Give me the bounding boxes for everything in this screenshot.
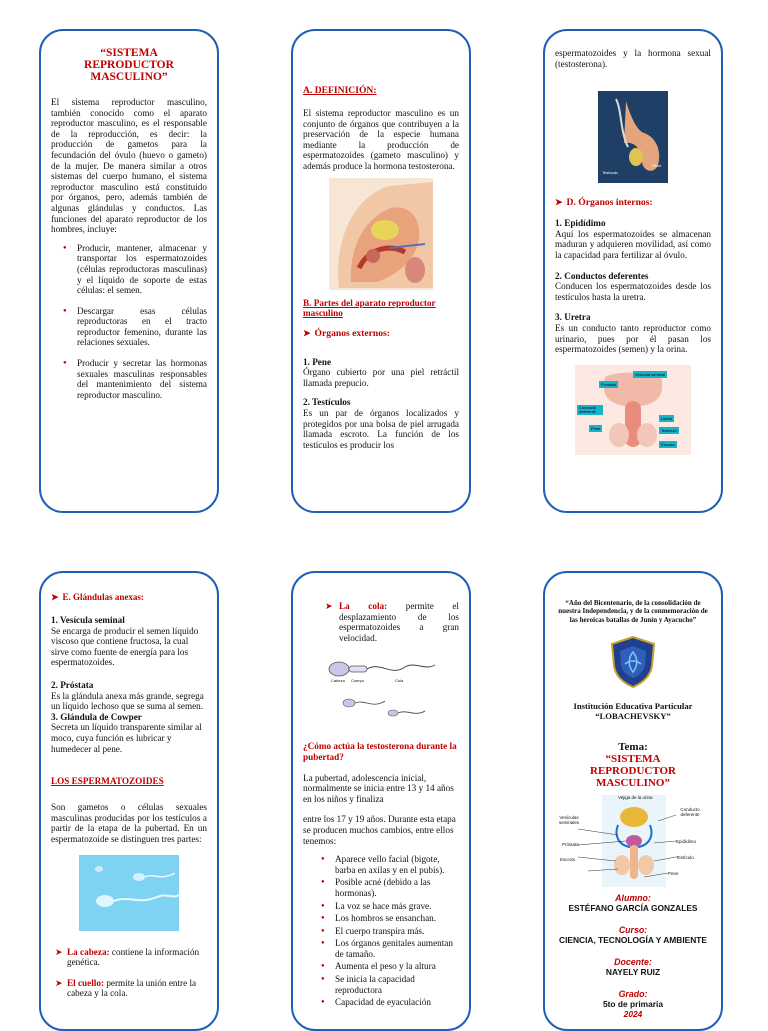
grado-label: Grado: [618,988,648,999]
list-item: ● La voz se hace más grave. [335,901,459,912]
curso-value: CIENCIA, TECNOLOGÍA Y AMBIENTE [559,934,707,945]
diagram-label: Cola [395,678,404,684]
sperm-heading: LOS ESPERMATOZOIDES [51,776,164,787]
definition-heading: A. DEFINICIÓN: [303,85,377,96]
diagram-label: Escroto [661,441,675,447]
list-item: ● Aparece vello facial (bigote, barba en axilas y en el pubis). [335,854,459,875]
cowper-text: Secreta un líquido transparente similar al moco, cuya función es lubricar y humedecer al pene. [51,722,202,754]
arrow-icon: ➤ [325,601,333,611]
external-organs-heading: ➤ Órganos externos: [303,327,390,339]
puberty-text-1: La pubertad, adolescencia inicial, normalmente se inicia entre 13 y 14 años en los niños y finaliza [303,772,454,804]
panel-internal-organs [543,29,723,513]
diagram-label: Epidídimo [676,838,697,844]
panel-title: “SISTEMA REPRODUCTOR MASCULINO” [84,47,174,83]
testicle-image [598,91,668,183]
image-label: Pene [652,163,662,169]
cabeza-item: ➤ La cabeza: contiene la información genética. [55,946,200,968]
diagram-label: Pene [591,425,601,431]
list-item: ● Posible acné (debido a las hormonas). [335,877,459,898]
list-item: ● Aumenta el peso y la altura [335,961,459,972]
conductos-text: Conducen los espermatozoides desde los testículos hasta la uretra. [555,281,711,302]
list-item: ● Producir, mantener, almacenar y transportar los espermatozoides (células reproductoras masculinas) y el líquido de soporte de estas células: el semen. [77,243,207,296]
school-logo [610,636,656,688]
diagram-label: Conducto deferente [577,405,603,415]
sperm-diagram [325,655,437,725]
curso-label: Curso: [618,924,648,935]
panel-puberty [291,571,471,1031]
diagram-label: Vejiga de la orina [618,794,653,800]
diagram-label: Testículo [676,854,694,860]
sperm-cells-image [79,855,179,931]
diagram-label: Próstata [601,381,616,387]
docente-value: NAYELY RUIZ [605,966,661,977]
arrow-icon: ➤ [55,946,63,957]
image-label: Testículo [602,170,618,176]
pene-text: Órgano cubierto por una piel retráctil llamada prepucio. [303,367,459,388]
list-item: ● Descargar esas células reproductoras en el tracto reproductor femenino, durante las relaciones sexuales. [77,306,207,348]
school-name-line1: Institución Educativa Particular [573,701,693,712]
panel-glands [39,571,219,1031]
internal-organs-heading: ➤ D. Órganos internos: [555,197,653,209]
cuello-item: ➤ El cuello: permite la unión entre la cabeza y la cola. [55,977,197,999]
diagram-label: Conducto deferente [680,806,700,817]
arrow-icon: ➤ [303,327,311,338]
year: 2024 [623,1008,643,1019]
functions-list [51,243,207,401]
cola-item: ➤ La cola: permite el desplazamiento de los espermatozoides a gran velocidad. [325,601,459,643]
testiculos-text: Es un par de órganos localizados y protegidos por una bolsa de piel arrugada llamada escroto. La función de los testículos es producir los [303,407,459,450]
vesicula-title: 1. Vesícula seminal [51,615,125,625]
arrow-icon: ➤ [555,197,563,208]
parts-heading: B. Partes del aparato reproductor masculino [303,297,436,318]
sperm-text: Son gametos o células sexuales masculinas producidas por los testículos a partir de la etapa de la pubertad. En un espermatozoide se distinguen tres partes: [51,802,207,844]
diagram-label: Vesículas seminales [558,814,580,825]
diagram-label: Pene [668,870,679,876]
list-item: ● Los órganos genitales aumentan de tamaño. [335,938,459,959]
conductos-title: 2. Conductos deferentes [555,270,649,281]
list-item: ● Se inicia la capacidad reproductora [335,974,459,995]
panel-intro [39,29,219,513]
glands-heading: ➤ E. Glándulas anexas: [51,592,144,602]
pene-title: 1. Pene [303,356,332,367]
continued-text: espermatozoides y la hormona sexual (testosterona). [555,48,711,69]
prostata-text: Es la glándula anexa más grande, segrega un líquido lechoso que se suma al semen. [51,690,204,712]
panel-definition [291,29,471,513]
panel-cover [543,571,723,1031]
definition-text: El sistema reproductor masculino es un conjunto de órganos que contribuyen a la preservación de la especie humana mediante la producción de espermatozoides (gameto masculino) y además produce la hormona testosterona. [303,108,459,171]
testosterone-question: ¿Cómo actúa la testosterona durante la pubertad? [303,741,457,762]
uretra-title: 3. Uretra [555,312,591,323]
intro-paragraph: El sistema reproductor masculino, también conocido como el aparato reproductor masculino, es el responsable de la reproducción, es decir: la producción de gametos para la fecundación del óvulo (huevo o gameto) de la mujer. De manera similar a otros sistemas del cuerpo humano, el sistema reproductor masculino está constituido por órganos, pero, además también de algunas glándulas y conductos. Las funciones del aparato reproductor de los hombres, incluye: [51,97,207,235]
school-name-line2: “LOBACHEVSKY” [595,711,671,722]
diagram-label: Cabeza [331,678,345,684]
cowper-title: 3. Glándula de Cowper [51,711,142,722]
vesicula-text: Se encarga de producir el semen líquido viscoso que contiene fructosa, la cual sirve como fuente de energía para los espermatozoides. [51,625,199,668]
diagram-label: Próstata [562,841,579,847]
cover-diagram [558,795,708,887]
docente-label: Docente: [614,956,652,967]
changes-list [303,854,459,1008]
year-motto: “Año del Bicentenario, de la consolidación de nuestra Independencia, y de la conmemoración de las heroicas batallas de Junín y Ayacucho” [558,599,708,624]
list-item: ● Los hombros se ensanchan. [335,913,459,924]
epididimo-title: 1. Epidídimo [555,218,606,229]
internal-organs-diagram [575,365,691,455]
list-item: ● Producir y secretar las hormonas sexuales masculinas responsables del mantenimiento del sistema reproductor masculino. [77,358,207,400]
tema-label: Tema: [618,740,648,753]
diagram-label: Escroto [560,856,576,862]
diagram-label: Uretra [661,415,673,421]
list-item: ● Capacidad de eyaculación [335,997,459,1008]
grado-value: 5to de primaria [602,998,664,1009]
puberty-text-2: entre los 17 y 19 años. Durante esta etapa se producen muchos cambios, entre ellos tenemos: [303,814,456,846]
anatomy-side-image [329,178,433,290]
testiculos-title: 2. Testículos [303,397,351,408]
arrow-icon: ➤ [51,592,59,602]
alumno-value: ESTÉFANO GARCÍA GONZALES [568,902,698,913]
diagram-label: Testículo [661,427,677,433]
diagram-label: Vesícula seminal [635,371,666,377]
epididimo-text: Aquí los espermatozoides se almacenan maduran y adquieren movilidad, así como la capacidad para fertilizar al óvulo. [555,228,711,260]
alumno-label: Alumno: [615,892,651,903]
prostata-title: 2. Próstata [51,679,94,690]
uretra-text: Es un conducto tanto reproductor como urinario, pues por él pasan los espermatozoides (semen) y la orina. [555,322,711,355]
list-item: ● El cuerpo transpira más. [335,926,459,937]
diagram-label: Cuerpo [351,678,365,684]
arrow-icon: ➤ [55,977,63,988]
tema-value: “SISTEMA REPRODUCTOR MASCULINO” [590,752,676,789]
